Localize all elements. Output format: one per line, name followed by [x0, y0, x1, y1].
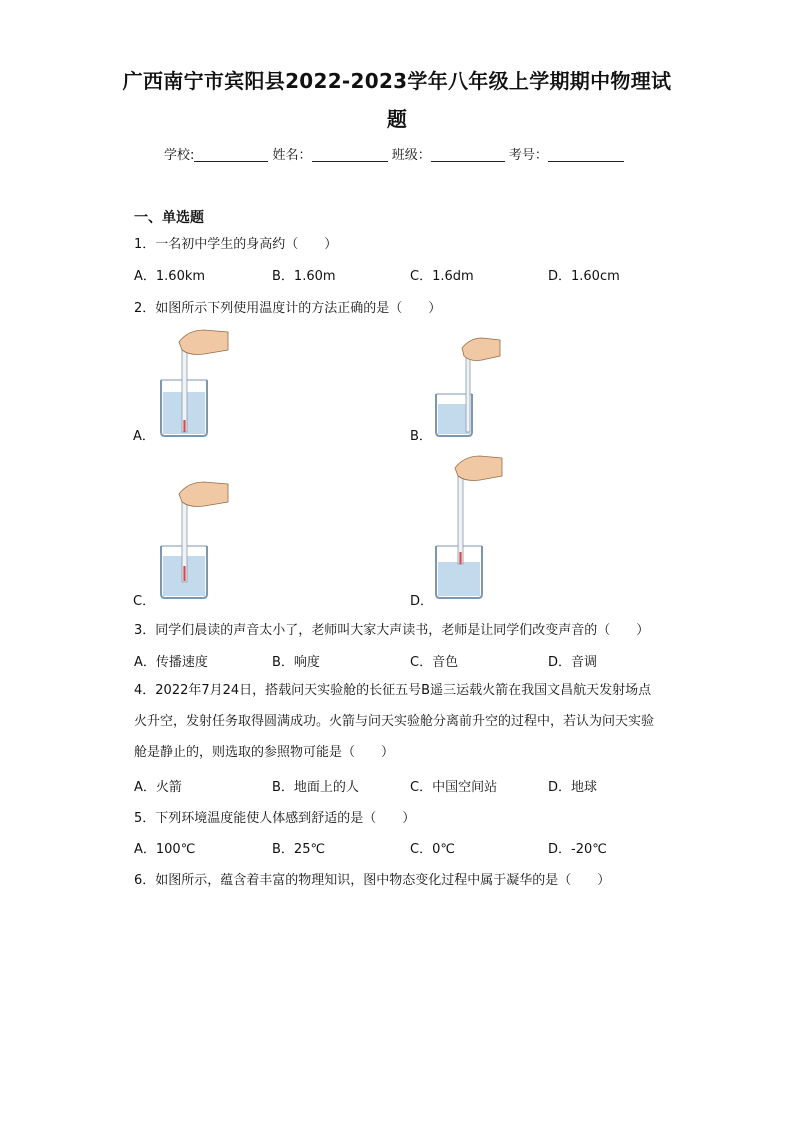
title-line-1: 广西南宁市宾阳县2022-2023学年八年级上学期期中物理试: [122, 69, 672, 93]
option-c[interactable]: C．1.6dm: [410, 269, 474, 284]
option-a[interactable]: A．火箭: [134, 780, 182, 795]
section-heading: 一、单选题: [134, 210, 204, 226]
name-label: 姓名：: [272, 148, 312, 163]
number-blank[interactable]: [548, 148, 624, 162]
option-b[interactable]: B．1.60m: [272, 269, 336, 284]
option-c[interactable]: C．音色: [410, 655, 459, 670]
option-d[interactable]: D．1.60cm: [548, 269, 620, 284]
thermometer-figure-c: [158, 480, 230, 602]
option-d[interactable]: D．音调: [548, 655, 598, 670]
question-3-stem: 3．同学们晨读的声音太小了，老师叫大家大声读书，老师是让同学们改变声音的（ ）: [134, 623, 650, 638]
option-a[interactable]: A．100℃: [134, 842, 196, 857]
exam-title: [60, 62, 734, 138]
option-c[interactable]: C．0℃: [410, 842, 455, 857]
thermometer-figure-d: [432, 452, 504, 602]
option-d[interactable]: D．地球: [548, 780, 598, 795]
option-b[interactable]: B．地面上的人: [272, 780, 359, 795]
figure-d-label[interactable]: D．: [410, 594, 434, 609]
title-line-2: 题: [386, 107, 408, 131]
school-blank[interactable]: [194, 148, 268, 162]
option-b[interactable]: B．响度: [272, 655, 320, 670]
option-c[interactable]: C．中国空间站: [410, 780, 498, 795]
student-info-row: [164, 144, 624, 163]
class-blank[interactable]: [431, 148, 505, 162]
name-blank[interactable]: [312, 148, 388, 162]
figure-b-label[interactable]: B．: [410, 429, 432, 444]
question-5-stem: 5．下列环境温度能使人体感到舒适的是（ ）: [134, 811, 416, 826]
figure-c-label[interactable]: C．: [133, 594, 156, 609]
option-b[interactable]: B．25℃: [272, 842, 326, 857]
school-label: 学校:: [164, 148, 195, 163]
class-label: 班级：: [391, 148, 431, 163]
number-label: 考号：: [508, 148, 548, 163]
question-6-stem: 6．如图所示，蕴含着丰富的物理知识，图中物态变化过程中属于凝华的是（ ）: [134, 873, 611, 888]
thermometer-figure-a: [158, 326, 230, 438]
question-4-stem: 4．2022年7月24日，搭载问天实验舱的长征五号B遥三运载火箭在我国文昌航天发射场点火升空，发射任务取得圆满成功。火箭与问天实验舱分离前升空的过程中，若认为问天实验舱是静止的，则选取的参照物可能是（ ）: [134, 683, 655, 760]
question-1-stem: 1．一名初中学生的身高约（ ）: [134, 237, 338, 252]
option-d[interactable]: D．-20℃: [548, 842, 607, 857]
question-2-stem: 2．如图所示下列使用温度计的方法正确的是（ ）: [134, 301, 442, 316]
option-a[interactable]: A．传播速度: [134, 655, 208, 670]
figure-a-label[interactable]: A．: [133, 429, 155, 444]
option-a[interactable]: A．1.60km: [134, 269, 206, 284]
thermometer-figure-b: [432, 336, 504, 440]
